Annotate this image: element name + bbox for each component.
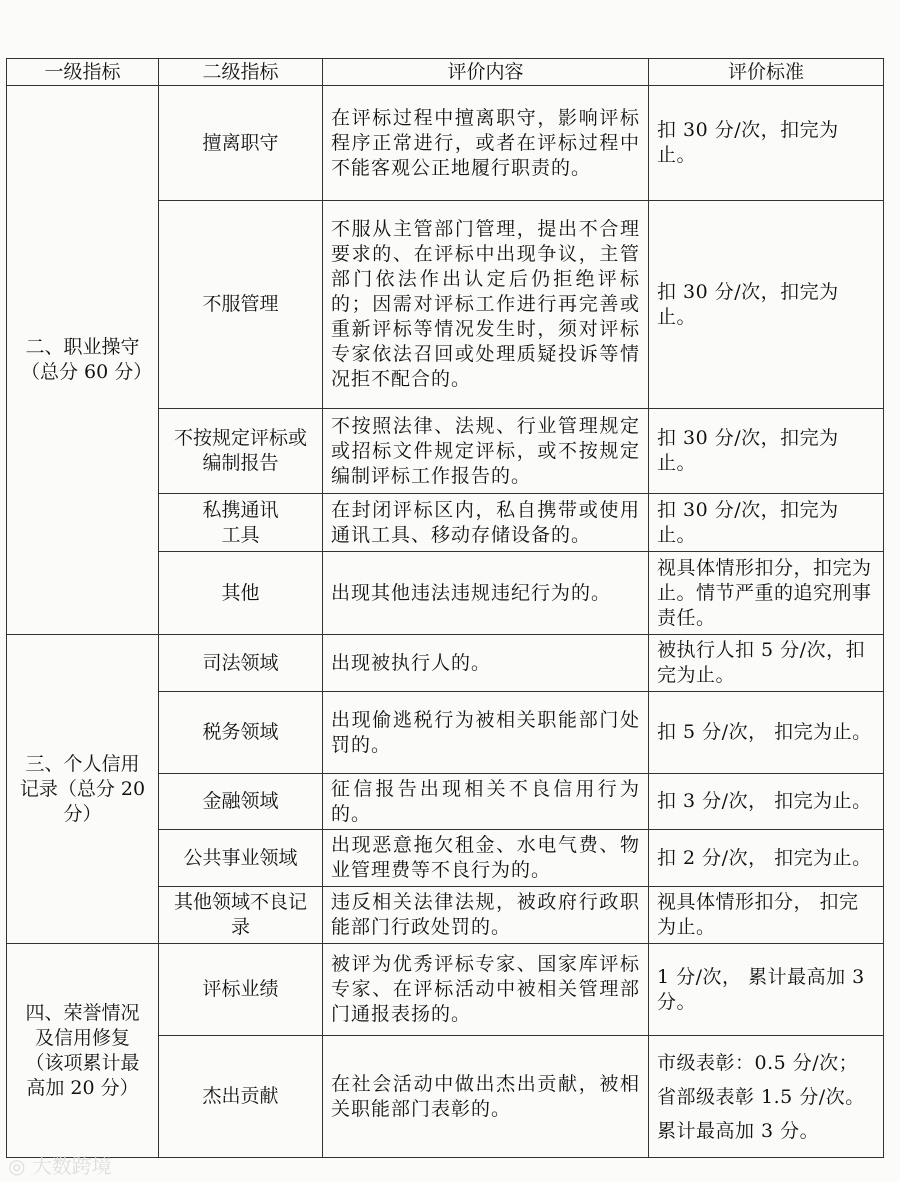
header-level2: 二级指标 [159,59,323,86]
watermark-logo-icon: ◎ [8,1154,32,1178]
level2-cell: 评标业绩 [159,944,323,1036]
level2-cell: 金融领域 [159,774,323,830]
table-row [7,86,884,201]
level2-cell: 司法领域 [159,635,323,692]
level2-cell: 其他 [159,552,323,635]
content-cell: 出现其他违法违规违纪行为的。 [323,552,649,635]
standard-cell: 扣 30 分/次，扣完为止。 [649,201,884,409]
standard-cell: 被执行人扣 5 分/次，扣完为止。 [649,635,884,692]
content-cell: 被评为优秀评标专家、国家库评标专家、在评标活动中被相关管理部门通报表扬的。 [323,944,649,1036]
standard-cell: 视具体情形扣分， 扣完为止。 [649,887,884,944]
standard-cell: 扣 30 分/次，扣完为止。 [649,494,884,552]
standard-cell: 市级表彰：0.5 分/次；省部级表彰 1.5 分/次。累计最高加 3 分。 [649,1036,884,1158]
standard-cell: 视具体情形扣分，扣完为止。情节严重的追究刑事责任。 [649,552,884,635]
content-cell: 出现被执行人的。 [323,635,649,692]
watermark [8,1150,112,1179]
level1-cell: 二、职业操守（总分 60 分） [7,86,159,635]
header-row [7,59,884,86]
standard-cell: 扣 5 分/次， 扣完为止。 [649,692,884,774]
content-cell: 出现恶意拖欠租金、水电气费、物业管理费等不良行为的。 [323,830,649,887]
content-cell: 不服从主管部门管理，提出不合理要求的、在评标中出现争议，主管部门依法作出认定后仍拒绝评标的；因需对评标工作进行再完善或重新评标等情况发生时，须对评标专家依法召回或处理质疑投诉等情况拒不配合的。 [323,201,649,409]
level2-cell: 不按规定评标或编制报告 [159,409,323,494]
level2-cell: 公共事业领域 [159,830,323,887]
table-row [7,944,884,1036]
evaluation-table [6,58,884,1158]
content-cell: 不按照法律、法规、行业管理规定或招标文件规定评标，或不按规定编制评标工作报告的。 [323,409,649,494]
level2-cell: 擅离职守 [159,86,323,201]
watermark-text: 大数跨境 [31,1154,112,1178]
level2-cell: 税务领域 [159,692,323,774]
standard-cell: 扣 3 分/次， 扣完为止。 [649,774,884,830]
level2-cell: 其他领域不良记录 [159,887,323,944]
level2-cell: 私携通讯工具 [159,494,323,552]
table-row [7,635,884,692]
level1-cell: 四、荣誉情况及信用修复（该项累计最高加 20 分） [7,944,159,1158]
content-cell: 在评标过程中擅离职守，影响评标程序正常进行，或者在评标过程中不能客观公正地履行职责的。 [323,86,649,201]
level2-cell: 杰出贡献 [159,1036,323,1158]
level2-cell: 不服管理 [159,201,323,409]
content-cell: 在封闭评标区内，私自携带或使用通讯工具、移动存储设备的。 [323,494,649,552]
level1-cell: 三、个人信用记录（总分 20 分） [7,635,159,944]
content-cell: 征信报告出现相关不良信用行为的。 [323,774,649,830]
content-cell: 在社会活动中做出杰出贡献，被相关职能部门表彰的。 [323,1036,649,1158]
standard-cell: 扣 2 分/次， 扣完为止。 [649,830,884,887]
header-standard: 评价标准 [649,59,884,86]
content-cell: 出现偷逃税行为被相关职能部门处罚的。 [323,692,649,774]
header-content: 评价内容 [323,59,649,86]
header-level1: 一级指标 [7,59,159,86]
standard-cell: 扣 30 分/次，扣完为止。 [649,86,884,201]
content-cell: 违反相关法律法规，被政府行政职能部门行政处罚的。 [323,887,649,944]
standard-cell: 扣 30 分/次，扣完为止。 [649,409,884,494]
standard-cell: 1 分/次， 累计最高加 3 分。 [649,944,884,1036]
